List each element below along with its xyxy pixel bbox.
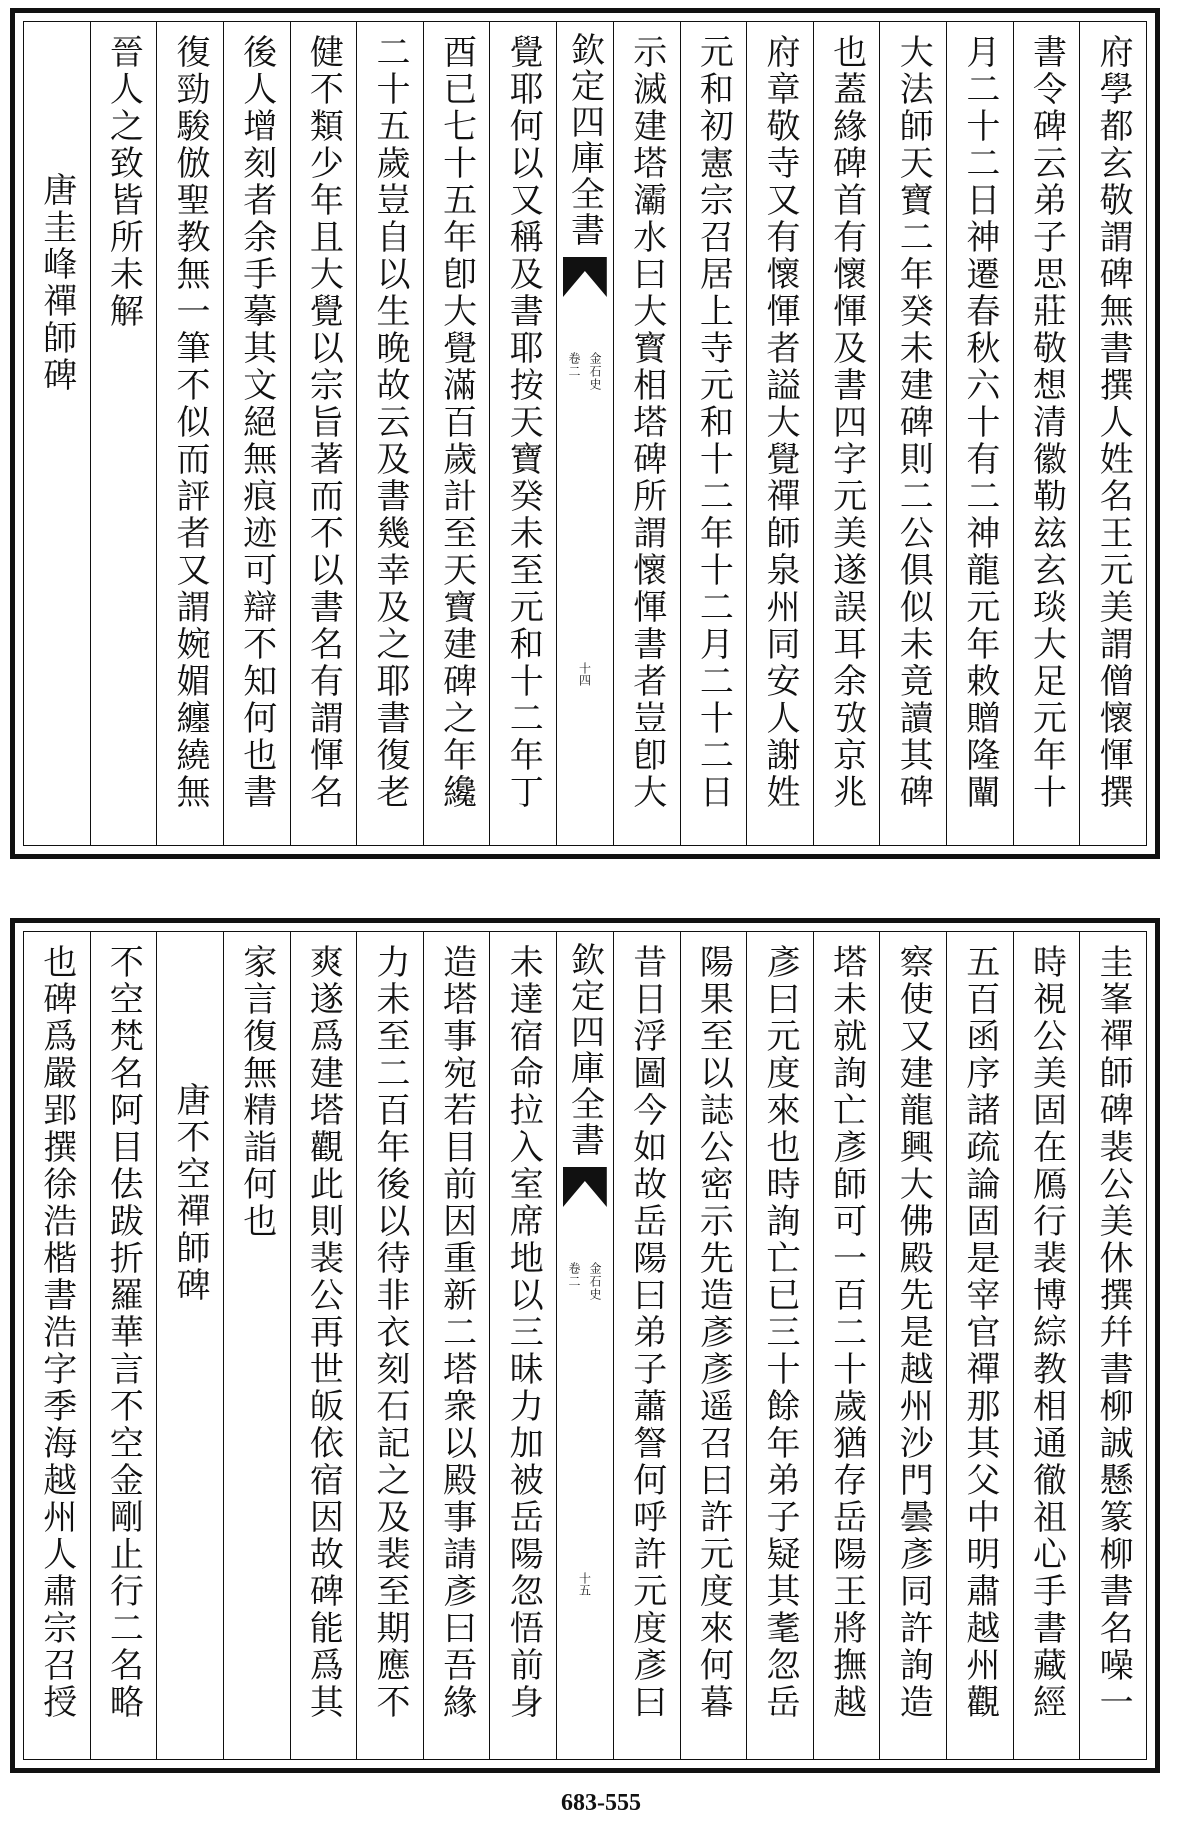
top-column-text: 月二十二日神遷春秋六十有二神龍元年敕贈隆闡 [959,34,1000,811]
top-page-frame [23,21,1147,846]
bottom-column-text: 察使又建龍興大佛殿先是越州沙門曇彥同許詢造 [893,944,934,1721]
fishtail-mark-icon [563,1167,607,1207]
bottom-text-column [24,932,90,1759]
bottom-text-column [680,932,747,1759]
top-column-text: 酉已七十五年卽大覺滿百歲計至天寶建碑之年纔 [436,34,477,811]
bottom-text-column [223,932,290,1759]
bottom-text-column [356,932,423,1759]
bottom-section-text: 金石史 [587,1262,602,1301]
top-column-text: 元和初憲宗召居上寺元和十二年十二月二十二日 [693,34,734,811]
bottom-column-text: 唐不空禪師碑 [170,1082,211,1304]
top-column-text: 健不類少年且大覺以宗旨著而不以書名有謂惲名 [303,34,344,811]
top-section-label [566,352,604,391]
bottom-folio-number: 十五 [577,1572,592,1596]
bottom-column-text: 也碑爲嚴郢撰徐浩楷書浩字季海越州人肅宗召授 [36,944,77,1721]
top-column-text: 書令碑云弟子思莊敬想清徽勒玆玄琰大足元年十 [1026,34,1067,811]
page-number: 683-555 [561,1790,641,1816]
top-text-column [1013,22,1080,845]
bottom-text-column [879,932,946,1759]
bottom-text-column [813,932,880,1759]
bottom-text-column [290,932,357,1759]
top-text-column [879,22,946,845]
top-center-gutter [556,22,613,845]
bottom-page-columns [24,932,1146,1759]
bottom-column-text: 未達宿命拉入室席地以三昧力加被岳陽忽悟前身 [503,944,544,1721]
bottom-column-text: 彥曰元度來也時詢亡已三十餘年弟子疑其耄忽岳 [759,944,800,1721]
top-text-column [156,22,223,845]
bottom-column-text: 陽果至以誌公密示先造彥彥遥召曰許元度來何暮 [693,944,734,1721]
bottom-book-page [10,918,1160,1773]
bottom-column-text: 不空梵名阿目佉跋折羅華言不空金剛止行二名略 [103,944,144,1721]
top-column-text: 復勁駿倣聖教無一筆不似而評者又謂婉媚纏繞無 [170,34,211,811]
top-text-column [223,22,290,845]
bottom-column-text: 時視公美固在鴈行裴博綜教相通徹祖心手書藏經 [1026,944,1067,1721]
bottom-page-frame [23,931,1147,1760]
bottom-column-text: 圭峯禪師碑裴公美休撰幷書柳誠懸篆柳書名噪一 [1093,944,1134,1721]
top-text-column [1079,22,1146,845]
top-text-column [813,22,880,845]
top-text-column [489,22,556,845]
top-text-column [290,22,357,845]
bottom-column-text: 力未至二百年後以待非衣刻石記之及裴至期應不 [369,944,410,1721]
top-column-text: 示滅建塔灞水曰大寳相塔碑所謂懷惲書者豈卽大 [626,34,667,811]
bottom-section-label [566,1262,604,1301]
bottom-text-column [156,932,223,1759]
top-folio-number: 十四 [577,662,592,686]
top-column-text: 府學都玄敬謂碑無書撰人姓名王元美謂僧懷惲撰 [1093,34,1134,811]
fishtail-mark-icon [563,257,607,297]
bottom-book-title: 欽定四庫全書 [564,942,605,1158]
top-section-text: 卷二 [566,352,581,378]
bottom-column-text: 造塔事宛若目前因重新二塔衆以殿事請彥曰吾緣 [436,944,477,1721]
top-book-title: 欽定四庫全書 [564,32,605,248]
bottom-center-gutter [556,932,613,1759]
bottom-section-text: 卷二 [566,1262,581,1288]
bottom-text-column [613,932,680,1759]
bottom-text-column [1079,932,1146,1759]
bottom-text-column [1013,932,1080,1759]
bottom-text-column [946,932,1013,1759]
bottom-column-text: 爽遂爲建塔觀此則裴公再世皈依宿因故碑能爲其 [303,944,344,1721]
top-column-text: 覺耶何以又稱及書耶按天寶癸未至元和十二年丁 [503,34,544,811]
top-text-column [423,22,490,845]
top-column-text: 二十五歲豈自以生晚故云及書幾幸及之耶書復老 [369,34,410,811]
top-text-column [613,22,680,845]
bottom-text-column [90,932,157,1759]
top-column-text: 唐圭峰禪師碑 [36,172,77,394]
bottom-column-text: 昔日浮圖今如故岳陽曰弟子蕭詧何呼許元度彥曰 [626,944,667,1721]
top-text-column [24,22,90,845]
top-column-text: 晉人之致皆所未解 [103,34,144,330]
top-column-text: 大法師天寶二年癸未建碑則二公俱似未竟讀其碑 [893,34,934,811]
top-book-page [10,8,1160,859]
bottom-column-text: 五百函序諸疏論固是宰官禪那其父中明肅越州觀 [959,944,1000,1721]
bottom-text-column [489,932,556,1759]
bottom-column-text: 家言復無精詣何也 [236,944,277,1240]
top-page-columns [24,22,1146,845]
bottom-column-text: 塔未就詢亡彥師可一百二十歲猶存岳陽王將撫越 [826,944,867,1721]
bottom-text-column [746,932,813,1759]
top-text-column [680,22,747,845]
bottom-text-column [423,932,490,1759]
top-section-text: 金石史 [587,352,602,391]
top-column-text: 也蓋緣碑首有懷惲及書四字元美遂誤耳余攷京兆 [826,34,867,811]
top-column-text: 府章敬寺又有懷惲者謚大覺禪師泉州同安人謝姓 [759,34,800,811]
top-text-column [946,22,1013,845]
top-column-text: 後人增刻者余手摹其文絕無痕迹可辯不知何也書 [236,34,277,811]
top-text-column [90,22,157,845]
top-text-column [746,22,813,845]
top-text-column [356,22,423,845]
